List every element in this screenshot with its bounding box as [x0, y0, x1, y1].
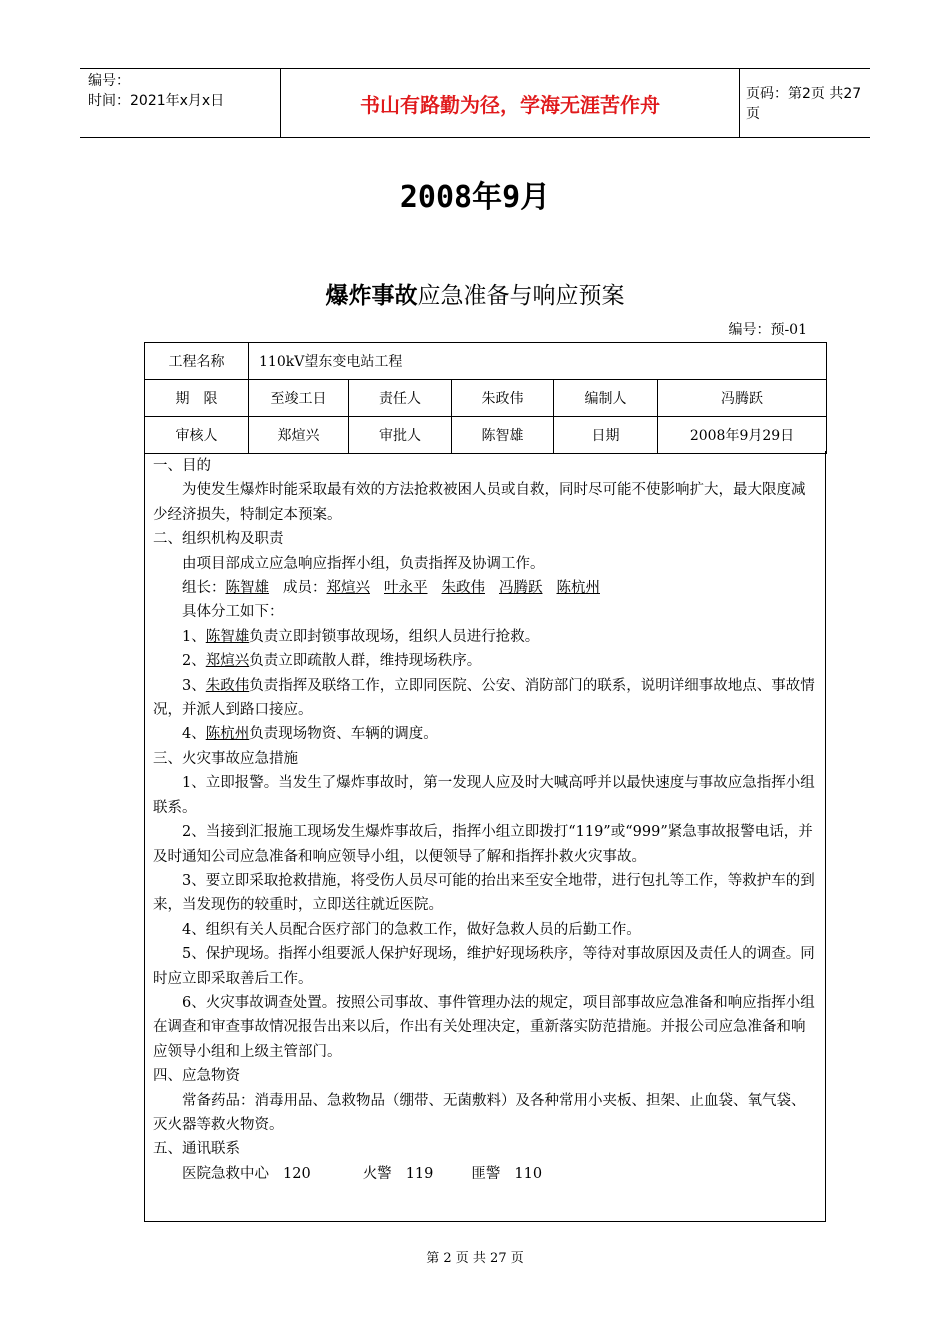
- measure-item: 5、保护现场。指挥小组要派人保护好现场，维护好现场秩序，等待对事故原因及责任人的调查。同时应立即采取善后工作。: [153, 946, 815, 987]
- leader-name: 陈智雄: [225, 580, 269, 597]
- document-number: 编号：预-01: [728, 322, 807, 338]
- duty-person: 陈杭州: [205, 726, 250, 743]
- reviewer-label: 审核人: [145, 417, 249, 454]
- contact-line: [153, 1162, 817, 1186]
- plan-body-text: [153, 454, 817, 1186]
- period-label: 期 限: [145, 380, 249, 417]
- plan-body-box: [144, 451, 826, 1222]
- duty-number: 4、: [182, 726, 206, 743]
- duty-text: 负责立即疏散人群，维持现场秩序。: [249, 653, 482, 670]
- table-row: [145, 417, 827, 454]
- measure-item: 2、当接到汇报施工现场发生爆炸事故后，指挥小组立即拨打“119”或“999”紧急事故报警电话，并及时通知公司应急准备和响应领导小组，以便领导了解和指挥扑救火灾事故。: [153, 824, 813, 865]
- project-label: 工程名称: [145, 343, 249, 380]
- page-header: [80, 68, 870, 138]
- members-label: 成员：: [283, 580, 327, 597]
- page-footer: 第 2 页 共 27 页: [426, 1251, 524, 1266]
- duty-person: 郑煊兴: [205, 653, 250, 670]
- duty-person: 朱政伟: [205, 677, 250, 694]
- project-value: 110kV望东变电站工程: [249, 343, 827, 380]
- reviewer-value: 郑煊兴: [249, 417, 349, 454]
- contact-label: 匪警: [471, 1165, 501, 1182]
- date-heading: 2008年9月: [399, 180, 551, 215]
- contact-label: 火警: [362, 1165, 392, 1182]
- duty-item: [153, 649, 817, 673]
- section-title: 二、组织机构及职责: [153, 531, 284, 548]
- approver-value: 陈智雄: [452, 417, 554, 454]
- measure-item: 4、组织有关人员配合医疗部门的急救工作，做好急救人员的后勤工作。: [182, 921, 641, 938]
- date-label: 日期: [554, 417, 658, 454]
- team-roster: [153, 576, 817, 600]
- duty-item: [153, 722, 817, 746]
- duty-number: 3、: [182, 677, 206, 694]
- info-table: [144, 342, 827, 454]
- approver-label: 审批人: [349, 417, 452, 454]
- member-name: 陈杭州: [556, 580, 600, 597]
- period-value: 至竣工日: [249, 380, 349, 417]
- duty-item: [153, 625, 817, 649]
- member-name: 朱政伟: [441, 580, 485, 597]
- duty-number: 2、: [182, 653, 206, 670]
- document-title: [0, 277, 950, 310]
- section-title: 五、通讯联系: [153, 1141, 240, 1158]
- duty-item: [153, 674, 817, 723]
- duty-text: 负责现场物资、车辆的调度。: [249, 726, 438, 743]
- contact-number: 120: [283, 1165, 311, 1182]
- contact-number: 110: [514, 1165, 543, 1182]
- compiler-value: 冯腾跃: [658, 380, 827, 417]
- duty-person: 陈智雄: [205, 628, 250, 645]
- table-row: [145, 380, 827, 417]
- date-value: 2008年9月29日: [658, 417, 827, 454]
- paragraph: 由项目部成立应急响应指挥小组，负责指挥及协调工作。: [182, 555, 545, 572]
- measure-item: 1、立即报警。当发生了爆炸事故时，第一发现人应及时大喊高呼并以最快速度与事故应急指挥小组联系。: [153, 775, 815, 816]
- contact-number: 119: [405, 1165, 434, 1182]
- section-title: 三、火灾事故应急措施: [153, 750, 298, 767]
- responsible-value: 朱政伟: [452, 380, 554, 417]
- paragraph: 常备药品：消毒用品、急救物品（绷带、无菌敷料）及各种常用小夹板、担架、止血袋、氧气袋、灭火器等救火物资。: [153, 1092, 806, 1133]
- compiler-label: 编制人: [554, 380, 658, 417]
- member-name: 郑煊兴: [326, 580, 370, 597]
- section-title: 一、目的: [153, 458, 211, 474]
- title-rest-part: 应急准备与响应预案: [417, 283, 625, 309]
- header-page-code: 页码：第2页 共27页: [746, 86, 862, 122]
- section-title: 四、应急物资: [153, 1068, 240, 1085]
- duty-number: 1、: [182, 628, 206, 645]
- leader-label: 组长：: [182, 580, 226, 597]
- number-label: 编号：: [88, 73, 130, 89]
- measure-item: 3、要立即采取抢救措施，将受伤人员尽可能的抬出来至安全地带，进行包扎等工作，等救护车的到来，当发现伤的较重时，立即送往就近医院。: [153, 872, 815, 914]
- table-row: [145, 343, 827, 380]
- duty-text: 负责立即封锁事故现场，组织人员进行抢救。: [249, 628, 540, 645]
- header-left: [88, 71, 280, 135]
- member-name: 叶永平: [384, 580, 428, 597]
- title-bold-part: 爆炸事故: [325, 283, 418, 309]
- responsible-label: 责任人: [349, 380, 452, 417]
- measure-item: 6、火灾事故调查处置。按照公司事故、事件管理办法的规定，项目部事故应急准备和响应指挥小组在调查和审查事故情况报告出来以后，作出有关处理决定，重新落实防范措施。并报公司应急准备和响应领导小组和上级主管部门。: [153, 994, 815, 1060]
- member-name: 冯腾跃: [499, 580, 543, 597]
- time-label: 时间：2021年x月x日: [88, 93, 225, 109]
- duty-text: 负责指挥及联络工作，立即同医院、公安、消防部门的联系，说明详细事故地点、事故情况，并派人到路口接应。: [153, 677, 815, 719]
- contact-label: 医院急救中心: [182, 1165, 269, 1182]
- paragraph: 具体分工如下：: [182, 604, 284, 621]
- paragraph: 为使发生爆炸时能采取最有效的方法抢救被困人员或自救，同时尽可能不使影响扩大，最大限度减少经济损失，特制定本预案。: [153, 482, 806, 523]
- header-motto: 书山有路勤为径，学海无涯苦作舟: [280, 69, 740, 137]
